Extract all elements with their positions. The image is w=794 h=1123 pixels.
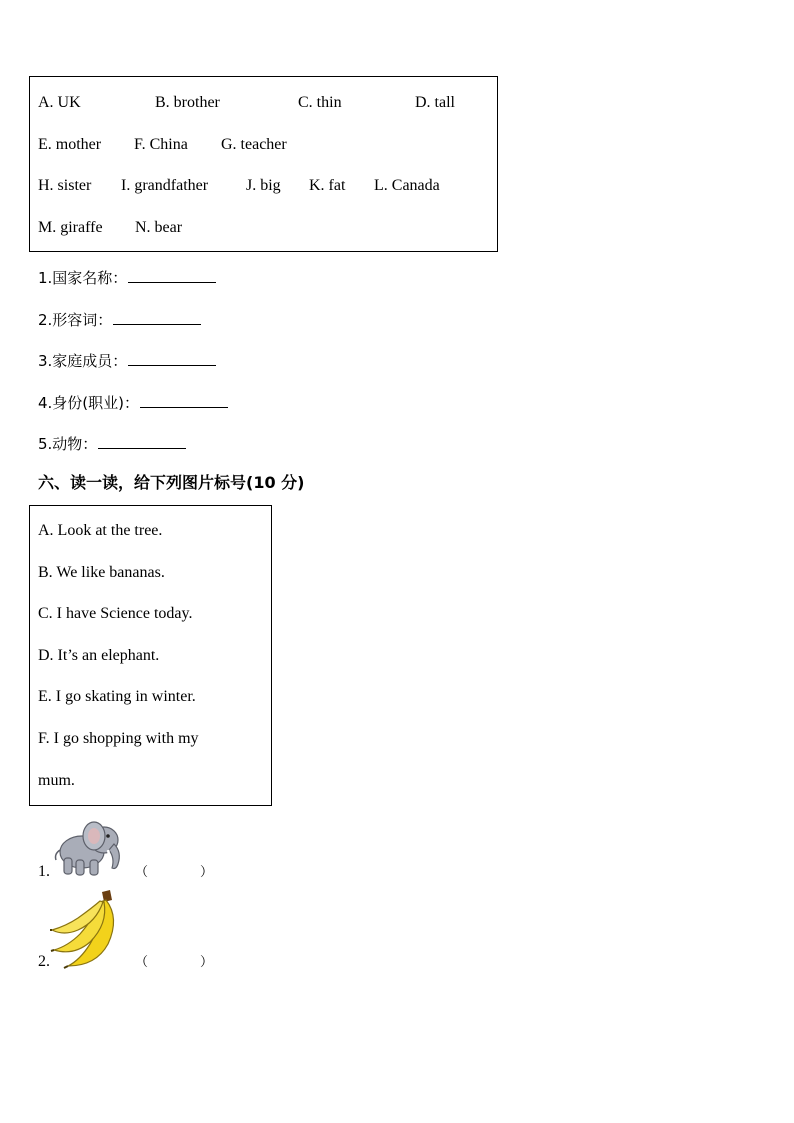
- answer-paren-open: （: [135, 865, 149, 880]
- category-animal: [38, 432, 186, 455]
- category-label: 3.家庭成员：: [38, 352, 128, 370]
- section-heading: 六、读一读，给下列图片标号(10 分): [38, 473, 305, 492]
- answer-slot-1[interactable]: [150, 862, 200, 880]
- sentence-d: D. It’s an elephant.: [38, 647, 160, 664]
- answer-blank[interactable]: [140, 391, 228, 408]
- answer-slot-2[interactable]: [150, 952, 200, 970]
- category-family: [38, 349, 216, 372]
- banana-icon: [50, 888, 130, 970]
- word-e: E. mother: [38, 136, 102, 153]
- category-occupation: [38, 391, 228, 414]
- category-country: [38, 266, 216, 289]
- elephant-icon: [52, 814, 128, 878]
- word-l: L. Canada: [374, 177, 440, 194]
- word-g: G. teacher: [221, 136, 287, 153]
- category-label: 5.动物：: [38, 435, 98, 453]
- answer-blank[interactable]: [128, 266, 216, 283]
- word-b: B. brother: [155, 94, 220, 111]
- word-n: N. bear: [135, 219, 183, 236]
- answer-paren-close: ）: [200, 955, 214, 970]
- word-d: D. tall: [415, 94, 455, 111]
- answer-paren-close: ）: [200, 865, 214, 880]
- category-label: 4.身份(职业)：: [38, 394, 140, 412]
- word-k: K. fat: [309, 177, 346, 194]
- category-label: 1.国家名称：: [38, 269, 128, 287]
- answer-blank[interactable]: [98, 432, 186, 449]
- item-number: 1.: [38, 863, 50, 880]
- answer-blank[interactable]: [128, 349, 216, 366]
- sentence-a: A. Look at the tree.: [38, 522, 163, 539]
- word-h: H. sister: [38, 177, 92, 194]
- word-f: F. China: [134, 136, 188, 153]
- category-adjective: [38, 308, 201, 331]
- sentence-c: C. I have Science today.: [38, 605, 193, 622]
- sentence-f-cont: mum.: [38, 772, 75, 789]
- sentence-f: F. I go shopping with my: [38, 730, 199, 747]
- category-label: 2.形容词：: [38, 311, 113, 329]
- word-m: M. giraffe: [38, 219, 103, 236]
- answer-paren-open: （: [135, 955, 149, 970]
- word-i: I. grandfather: [121, 177, 209, 194]
- word-a: A. UK: [38, 94, 81, 111]
- item-number: 2.: [38, 953, 50, 970]
- word-j: J. big: [246, 177, 281, 194]
- sentence-e: E. I go skating in winter.: [38, 688, 196, 705]
- answer-blank[interactable]: [113, 308, 201, 325]
- word-c: C. thin: [298, 94, 342, 111]
- sentence-b: B. We like bananas.: [38, 564, 165, 581]
